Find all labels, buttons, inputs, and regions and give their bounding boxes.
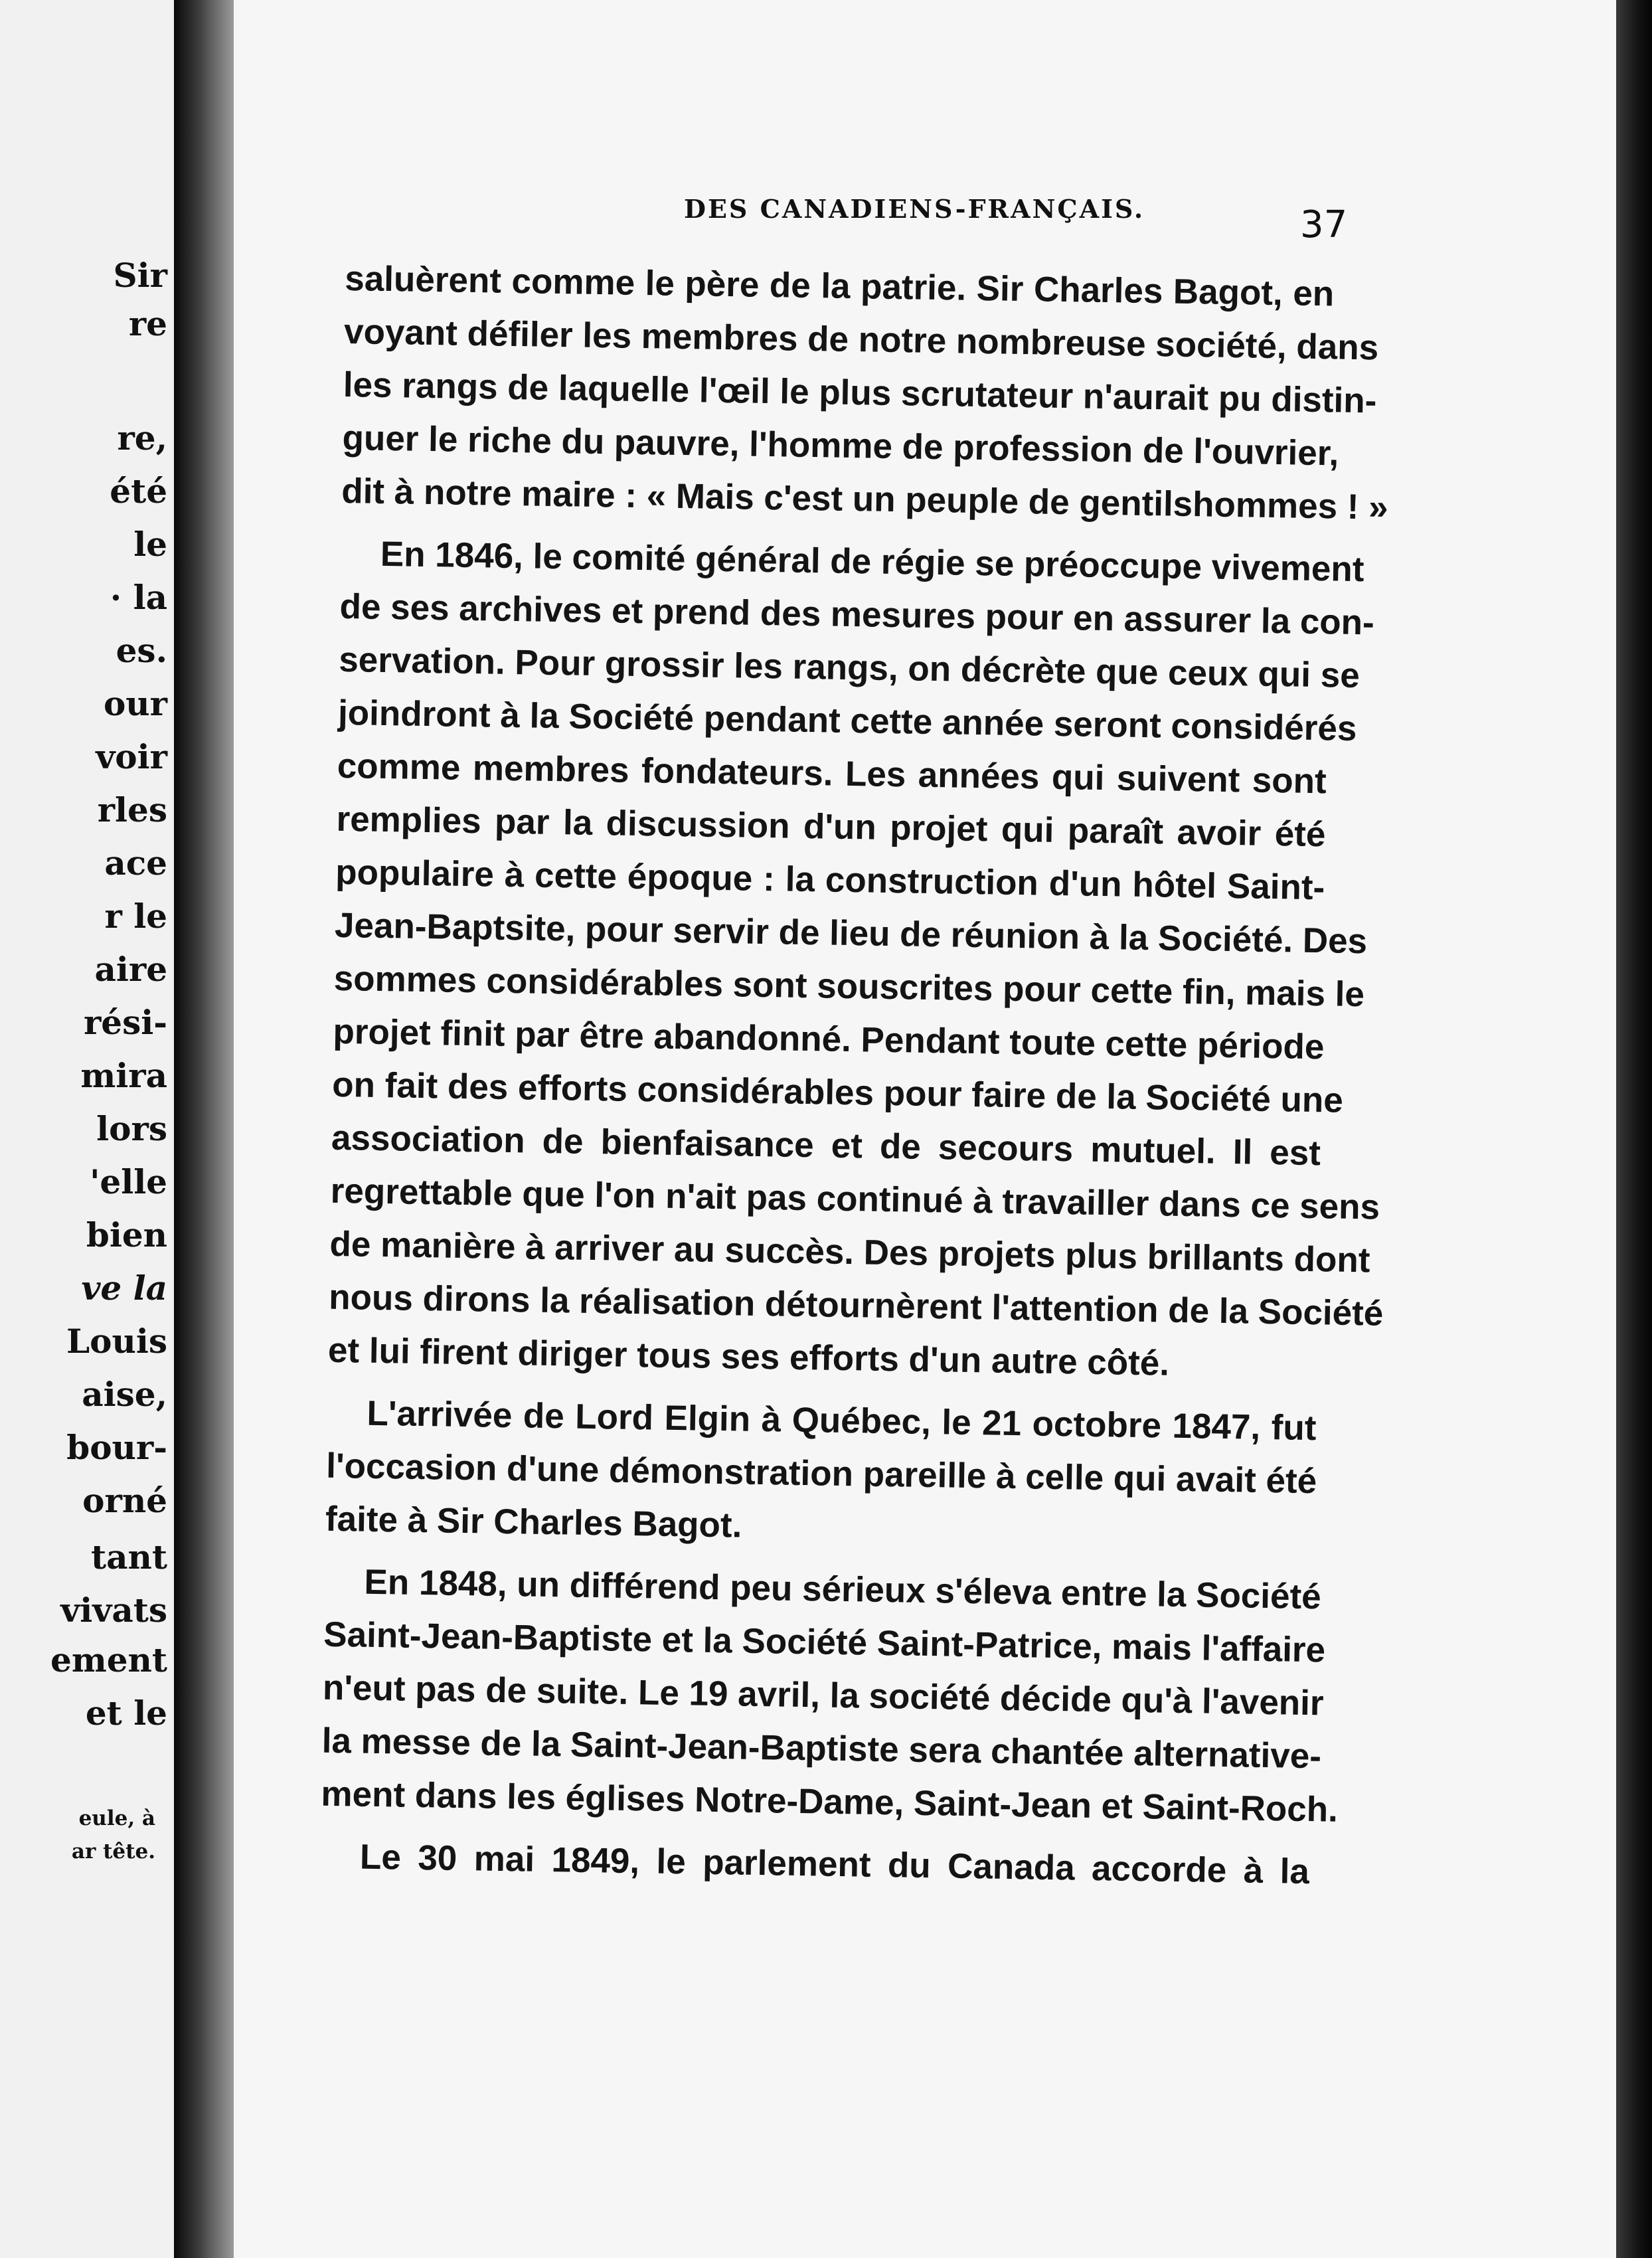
left-page-fragment: r le: [104, 897, 167, 936]
left-page-fragment: vivats: [60, 1591, 167, 1630]
left-page-fragment: rési-: [83, 1003, 167, 1042]
left-page-fragment: rles: [97, 790, 167, 829]
text-line: Jean-Baptsite, pour servir de lieu de réunion à la Société. Des: [334, 905, 1368, 962]
paragraph: [327, 527, 1384, 1393]
text-line: voyant défiler les membres de notre nombreuse société, dans: [343, 311, 1379, 368]
running-head: DES CANADIENS-FRANÇAIS.: [684, 194, 1145, 224]
left-page-fragment: re,: [117, 418, 167, 458]
left-page-fragment: re: [128, 304, 167, 343]
left-page-fragment: Sir: [113, 256, 167, 295]
text-line: dit à notre maire : « Mais c'est un peuple de gentilshommes ! »: [341, 471, 1389, 527]
left-page-fragment: le: [133, 525, 167, 564]
text-line: de ses archives et prend des mesures pour en assurer la con-: [339, 586, 1375, 643]
page-edge: [1616, 0, 1652, 2258]
text-line: comme membres fondateurs. Les années qui suivent sont: [337, 746, 1327, 802]
text-line: En 1846, le comité général de régie se préoccupe vivement: [380, 534, 1364, 590]
left-page: [0, 0, 174, 2258]
text-line: joindront à la Société pendant cette année seront considérés: [337, 693, 1357, 749]
left-page-fragment: 'elle: [90, 1162, 167, 1201]
text-line: ment dans les églises Notre-Dame, Saint-Jean et Saint-Roch.: [321, 1774, 1339, 1830]
left-page-fragment: ement: [50, 1640, 167, 1680]
body-text: [319, 252, 1389, 1899]
paragraph: [321, 1555, 1339, 1836]
left-page-fragment: aire: [94, 950, 167, 989]
text-line: L'arrivée de Lord Elgin à Québec, le 21 octobre 1847, fut: [367, 1393, 1317, 1448]
left-page-footnote: ar tête.: [71, 1840, 155, 1864]
text-line: En 1848, un différend peu sérieux s'éleva entre la Société: [364, 1562, 1322, 1617]
left-page-fragment: mira: [80, 1056, 167, 1095]
text-line: et lui firent diriger tous ses efforts d'un autre côté.: [327, 1330, 1170, 1383]
left-page-fragment: our: [103, 684, 167, 723]
text-line: sommes considérables sont souscrites pour cette fin, mais le: [333, 958, 1365, 1015]
left-page-fragment: · la: [110, 578, 167, 617]
text-line: on fait des efforts considérables pour faire de la Société une: [331, 1065, 1344, 1120]
text-line: servation. Pour grossir les rangs, on décrète que ceux qui se: [338, 640, 1361, 696]
left-page-fragment: bien: [86, 1215, 167, 1255]
paragraph: [325, 1387, 1317, 1561]
left-page-fragment: ace: [104, 843, 167, 883]
left-page-fragment: aise,: [82, 1375, 167, 1414]
left-page-fragment: orné: [82, 1481, 167, 1520]
text-line: Le 30 mai 1849, le parlement du Canada accorde à la: [359, 1837, 1310, 1892]
left-page-fragment: bour-: [66, 1428, 167, 1467]
text-line: les rangs de laquelle l'œil le plus scrutateur n'aurait pu distin-: [343, 365, 1377, 421]
text-line: populaire à cette époque : la construction d'un hôtel Saint-: [335, 852, 1325, 908]
text-line: faite à Sir Charles Bagot.: [325, 1499, 742, 1545]
text-line: remplies par la discussion d'un projet qui paraît avoir été: [336, 799, 1326, 855]
left-page-fragment: lors: [96, 1109, 167, 1148]
page-number: 37: [1300, 203, 1348, 246]
text-line: association de bienfaisance et de secours mutuel. Il est: [331, 1118, 1321, 1173]
paragraph: [341, 252, 1389, 533]
book-gutter: [174, 0, 234, 2258]
text-line: l'occasion d'une démonstration pareille à celle qui avait été: [325, 1446, 1317, 1502]
text-line: guer le riche du pauvre, l'homme de profession de l'ouvrier,: [342, 418, 1339, 474]
text-line: Saint-Jean-Baptiste et la Société Saint-Patrice, mais l'affaire: [323, 1614, 1326, 1670]
text-line: la messe de la Saint-Jean-Baptiste sera chantée alternative-: [321, 1721, 1322, 1777]
left-page-fragment: Louis: [66, 1322, 167, 1361]
left-page-fragment: ve la: [81, 1268, 167, 1308]
text-line: regrettable que l'on n'ait pas continué à travailler dans ce sens: [330, 1171, 1380, 1227]
left-page-fragment: es.: [116, 631, 167, 670]
text-line: projet finit par être abandonné. Pendant toute cette période: [333, 1011, 1325, 1067]
text-line: saluèrent comme le père de la patrie. Sir Charles Bagot, en: [344, 258, 1335, 314]
text-line: n'eut pas de suite. Le 19 avril, la société décide qu'à l'avenir: [322, 1668, 1325, 1723]
text-line: de manière à arriver au succès. Des projets plus brillants dont: [329, 1224, 1370, 1280]
left-page-fragment: et le: [85, 1693, 167, 1733]
left-page-fragment: été: [110, 472, 167, 511]
left-page-fragment: voir: [96, 737, 167, 776]
text-line: nous dirons la réalisation détournèrent l'attention de la Société: [328, 1277, 1384, 1334]
left-page-fragment: tant: [91, 1537, 167, 1577]
left-page-footnote: eule, à: [78, 1806, 155, 1830]
